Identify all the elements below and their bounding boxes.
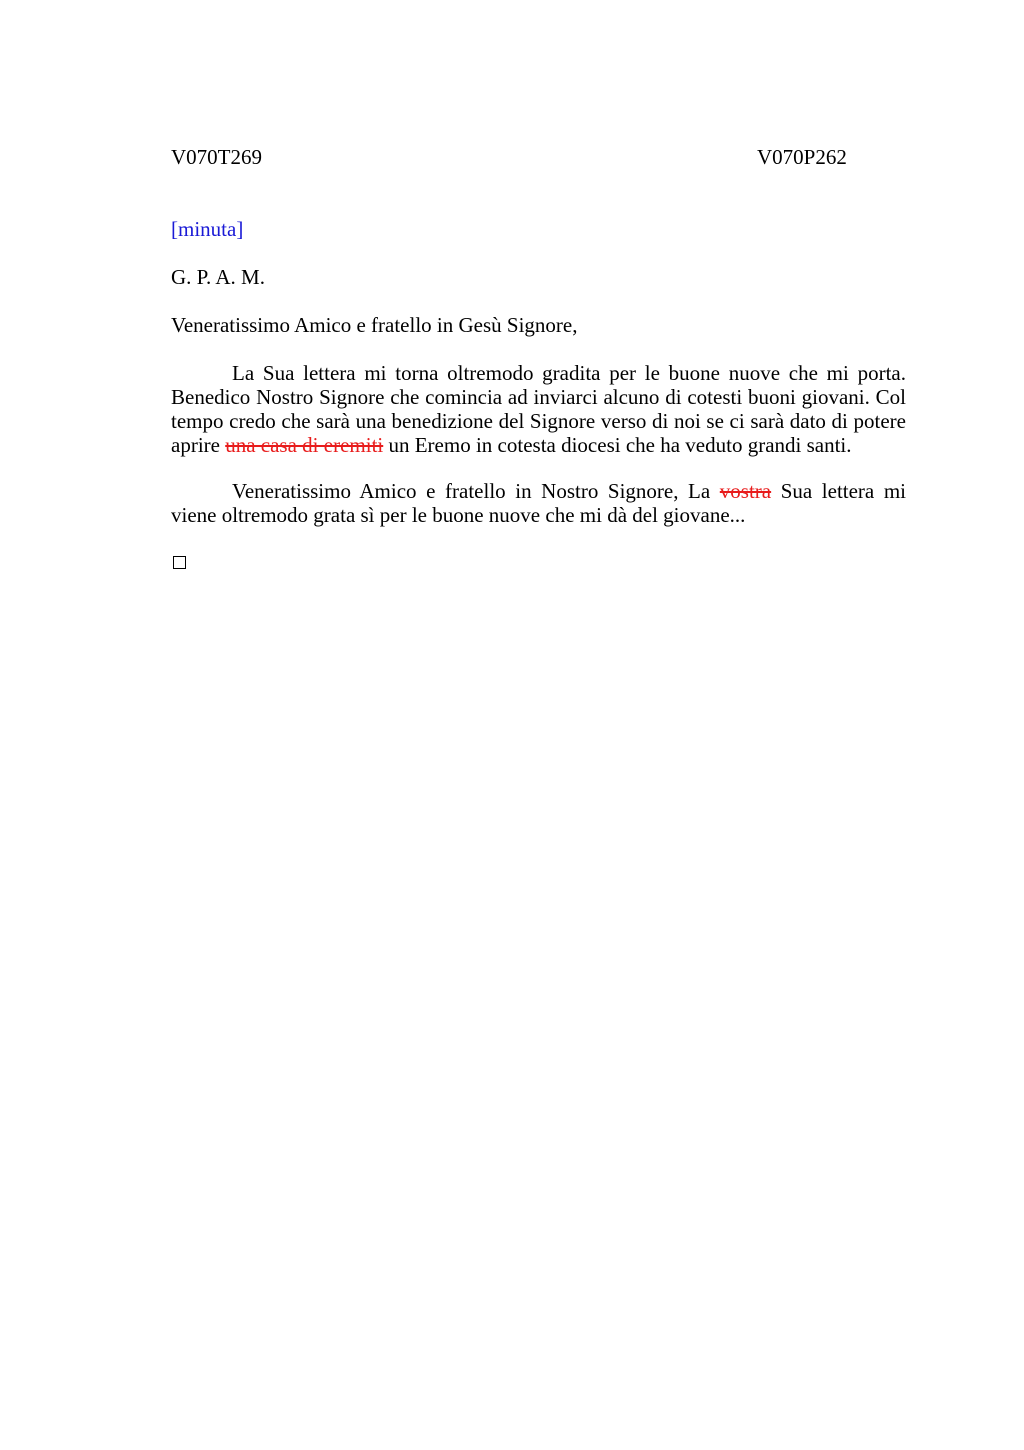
paragraph-1-deleted-text: una casa di eremiti [225, 433, 384, 457]
letter-paragraph-1 [171, 361, 906, 457]
letter-paragraph-2 [171, 479, 906, 527]
document-page [171, 145, 906, 527]
paragraph-1-text-b: un Eremo in cotesta diocesi che ha veduto grandi santi. [383, 433, 852, 457]
paragraph-2-deleted-text: vostra [719, 479, 772, 503]
paragraph-2-text-b: Sua lettera mi viene oltremodo grata sì per le buone nuove che mi dà del giovane... [171, 479, 906, 527]
salutation-line: Veneratissimo Amico e fratello in Gesù Signore, [171, 313, 578, 337]
initials-line: G. P. A. M. [171, 265, 265, 289]
empty-square-icon [173, 556, 186, 569]
header-row [171, 145, 906, 169]
minuta-note: [minuta] [171, 217, 244, 241]
document-code-left: V070T269 [171, 145, 262, 169]
paragraph-1-text-a: La Sua lettera mi torna oltremodo gradita per le buone nuove che mi porta. Benedico Nostro Signore che comincia ad inviarci alcuno di cotesti buoni giovani. Col tempo credo che sarà una benedizione del Signore verso di noi se ci sarà dato di potere aprire [171, 361, 906, 457]
paragraph-2-text-a: Veneratissimo Amico e fratello in Nostro Signore, La [232, 479, 720, 503]
document-code-right: V070P262 [757, 145, 847, 169]
